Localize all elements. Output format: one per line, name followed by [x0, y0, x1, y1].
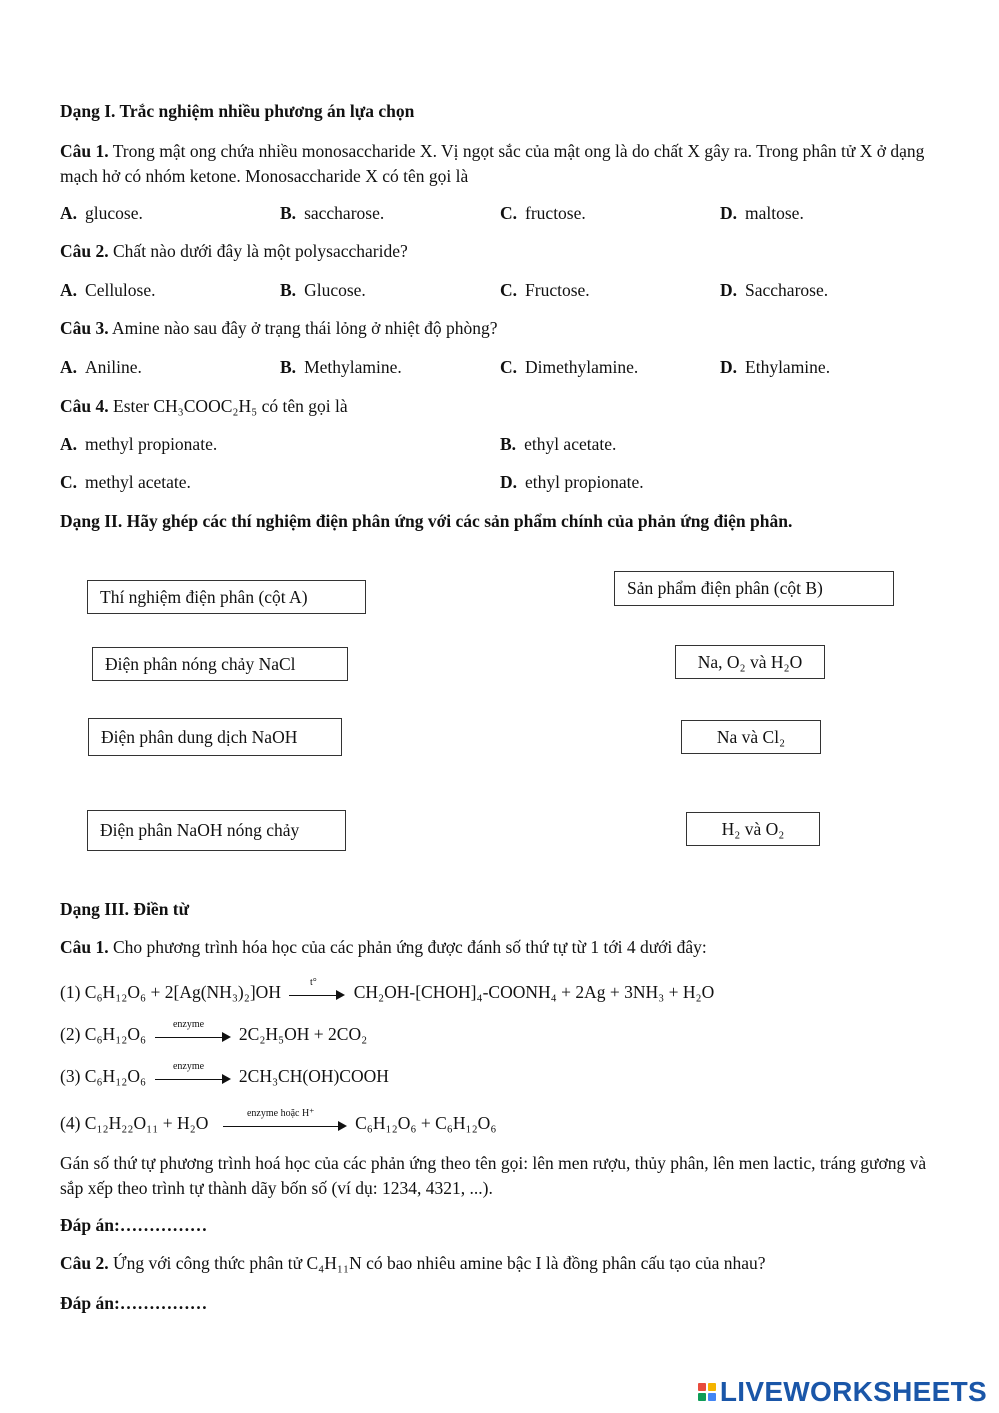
q3-option-d[interactable]: D. Ethylamine.: [720, 357, 831, 377]
column-a-item[interactable]: Điện phân nóng chảy NaCl: [92, 647, 348, 681]
logo-mark-icon: [698, 1383, 716, 1401]
section-2-title: Dạng II. Hãy ghép các thí nghiệm điện phân ứng với các sản phẩm chính của phản ứng điện phân.: [60, 511, 793, 531]
reaction-4: (4) C₁₂H₂₂O₁₁ + H₂O enzyme hoặc H⁺ C₆H₁₂O₆ + C₆H₁₂O₆: [60, 1107, 497, 1133]
s3-question-1: Câu 1. Cho phương trình hóa học của các phản ứng được đánh số thứ tự từ 1 tới 4 dưới đây:: [60, 937, 707, 957]
question-2: Câu 2. Chất nào dưới đây là một polysaccharide?: [60, 241, 408, 261]
question-label: Câu 1.: [60, 141, 109, 161]
reaction-2: (2) C₆H₁₂O₆ enzyme 2C₂H₅OH + 2CO₂: [60, 1018, 368, 1044]
s3-q1-instruction: Gán số thứ tự phương trình hoá học của các phản ứng theo tên gọi: lên men rượu, thủy phân, lên men lactic, tráng gương và sắp xếp theo trình tự thành dãy bốn số (ví dụ: 1234, 4321, ...).: [60, 1153, 927, 1198]
question-3: Câu 3. Amine nào sau đây ở trạng thái lỏng ở nhiệt độ phòng?: [60, 318, 498, 338]
question-1: [60, 139, 945, 189]
column-a-item[interactable]: Điện phân dung dịch NaOH: [88, 718, 342, 756]
q4-option-c[interactable]: C. methyl acetate.: [60, 472, 191, 492]
q3-option-c[interactable]: C. Dimethylamine.: [500, 357, 639, 377]
q2-option-a[interactable]: A. Cellulose.: [60, 280, 156, 300]
reaction-arrow-icon: enzyme: [155, 1026, 231, 1046]
answer-field-2[interactable]: Đáp án:……………: [60, 1293, 208, 1313]
q2-option-b[interactable]: B. Glucose.: [280, 280, 366, 300]
q4-option-d[interactable]: D. ethyl propionate.: [500, 472, 644, 492]
q2-option-d[interactable]: D. Saccharose.: [720, 280, 829, 300]
column-b-header: Sản phẩm điện phân (cột B): [614, 571, 894, 606]
question-text: Trong mật ong chứa nhiều monosaccharide X. Vị ngọt sắc của mật ong là do chất X gây ra. Trong phân tử X ở dạng mạch hở có nhóm ketone. Monosaccharide X có tên gọi là: [60, 141, 925, 186]
chem-formula: C₄H₁₁N: [306, 1253, 362, 1273]
column-b-item[interactable]: H₂ và O₂: [686, 812, 820, 846]
q2-option-c[interactable]: C. Fructose.: [500, 280, 590, 300]
s3-question-2: Câu 2. Ứng với công thức phân tử C₄H₁₁N có bao nhiêu amine bậc I là đồng phân cấu tạo của nhau?: [60, 1253, 766, 1273]
q1-option-a[interactable]: A. glucose.: [60, 203, 143, 223]
column-a-header: Thí nghiệm điện phân (cột A): [87, 580, 366, 614]
q4-option-b[interactable]: B. ethyl acetate.: [500, 434, 617, 454]
column-b-item[interactable]: Na, O₂ và H₂O: [675, 645, 825, 679]
section-3-title: Dạng III. Điền từ: [60, 899, 190, 919]
q1-option-b[interactable]: B. saccharose.: [280, 203, 385, 223]
answer-field-1[interactable]: Đáp án:……………: [60, 1215, 208, 1235]
reaction-arrow-icon: t°: [289, 984, 345, 1004]
q3-option-a[interactable]: A. Aniline.: [60, 357, 142, 377]
chem-formula: CH₃COOC₂H₅: [153, 396, 258, 416]
reaction-3: (3) C₆H₁₂O₆ enzyme 2CH₃CH(OH)COOH: [60, 1060, 389, 1086]
q1-option-d[interactable]: D. maltose.: [720, 203, 804, 223]
reaction-arrow-icon: enzyme: [155, 1068, 231, 1088]
reaction-arrow-icon: enzyme hoặc H⁺: [223, 1115, 347, 1135]
liveworksheets-logo[interactable]: LIVEWORKSHEETS: [698, 1376, 987, 1408]
column-a-item[interactable]: Điện phân NaOH nóng chảy: [87, 810, 346, 851]
q3-option-b[interactable]: B. Methylamine.: [280, 357, 402, 377]
question-4: Câu 4. Ester CH₃COOC₂H₅ có tên gọi là: [60, 396, 348, 416]
reaction-1: (1) C₆H₁₂O₆ + 2[Ag(NH₃)₂]OH t° CH₂OH-[CHOH]₄-COONH₄ + 2Ag + 3NH₃ + H₂O: [60, 976, 715, 1002]
section-1-title: Dạng I. Trắc nghiệm nhiều phương án lựa chọn: [60, 101, 415, 121]
q4-option-a[interactable]: A. methyl propionate.: [60, 434, 218, 454]
column-b-item[interactable]: Na và Cl₂: [681, 720, 821, 754]
q1-option-c[interactable]: C. fructose.: [500, 203, 586, 223]
